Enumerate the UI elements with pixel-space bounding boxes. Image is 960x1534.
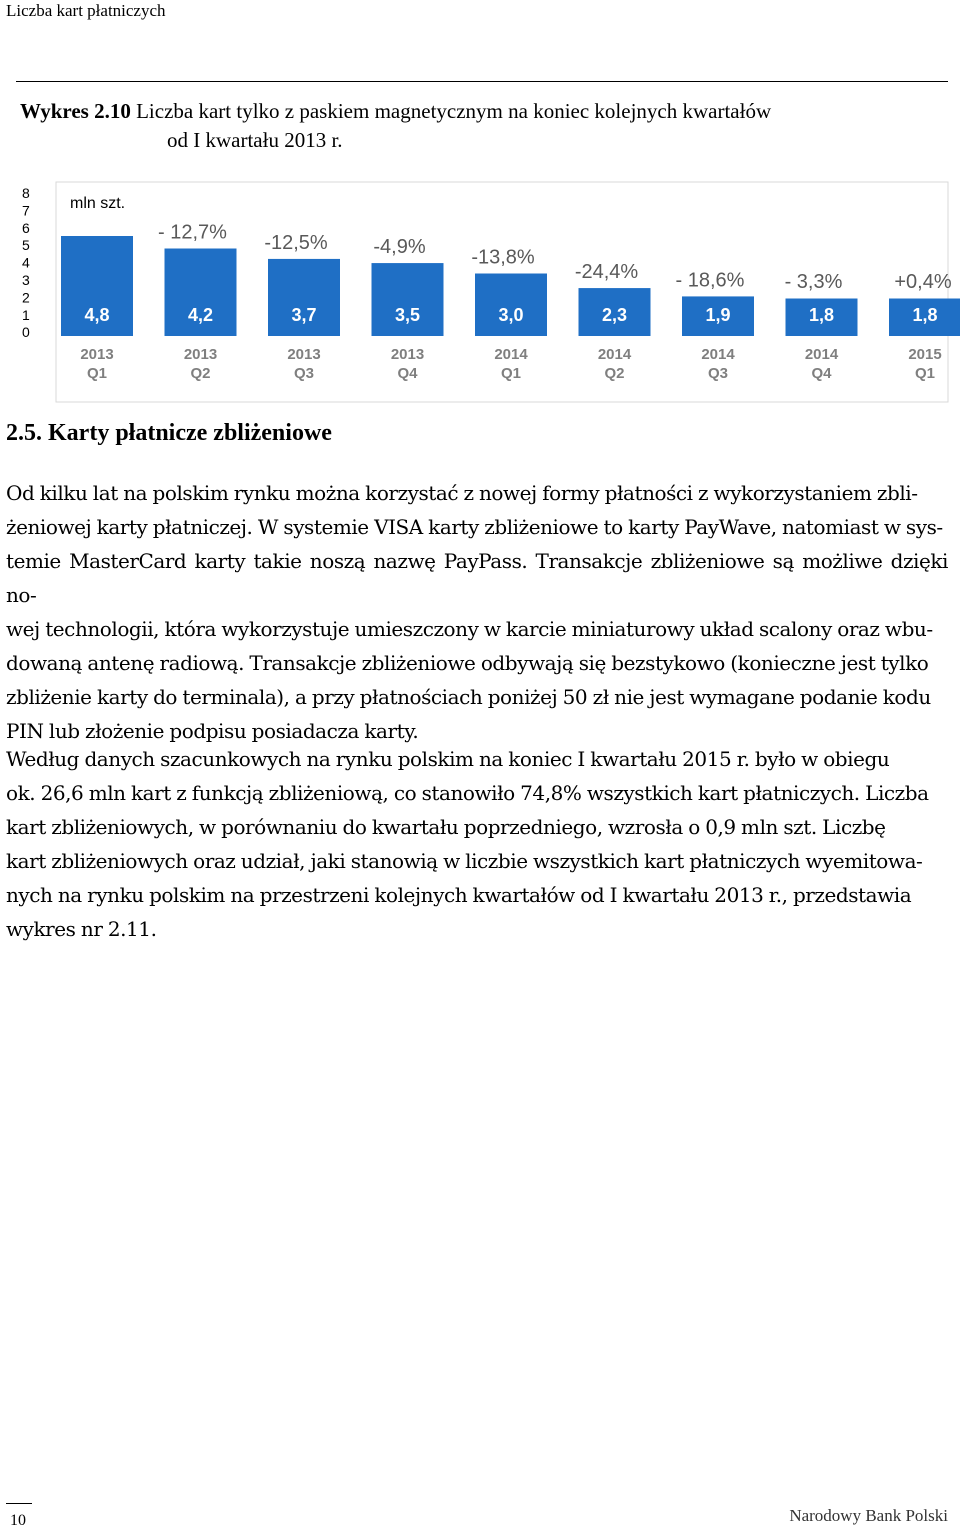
- x-label-year: 2013: [183, 346, 218, 363]
- footer-rule: [6, 1503, 32, 1504]
- change-label: +0,4%: [894, 271, 952, 293]
- x-label-year: 2013: [287, 346, 321, 363]
- footer-organization: Narodowy Bank Polski: [789, 1506, 948, 1525]
- bar-value-label: 2,3: [601, 305, 628, 325]
- x-label-year: 2015: [908, 346, 942, 363]
- bar-value-label: 4,8: [84, 305, 110, 325]
- section-heading: 2.5. Karty płatnicze zbliżeniowe: [6, 420, 332, 446]
- bar: [372, 263, 444, 336]
- x-axis-labels: [80, 346, 941, 382]
- paragraph-contactless-intro: [6, 476, 948, 748]
- bar-value-label: 1,8: [808, 305, 835, 325]
- paragraph-line: nych na rynku polskim na przestrzeni kolejnych kwartałów od I kwartału 2013 r., przedstawia: [6, 883, 912, 907]
- change-label: -12,5%: [264, 231, 328, 254]
- paragraph-contactless-estimates: [6, 742, 948, 946]
- x-label-year: 2013: [80, 346, 114, 363]
- y-tick-label: 8: [22, 185, 30, 201]
- figure-label: Wykres 2.10: [20, 99, 131, 123]
- running-header: Liczba kart płatniczych: [6, 1, 166, 20]
- x-label-quarter: Q1: [914, 365, 936, 382]
- bar-chart: [0, 178, 960, 404]
- x-label-quarter: Q1: [86, 365, 108, 382]
- y-axis: [22, 185, 30, 340]
- change-label: - 18,6%: [675, 269, 745, 292]
- y-tick-label: 4: [22, 254, 30, 271]
- paragraph-line: temie MasterCard karty takie noszą nazwę PayPass. Transakcje zbliżeniowe są możliwe dzięki no-: [6, 549, 948, 607]
- y-tick-label: 0: [22, 324, 30, 341]
- x-label-quarter: Q3: [707, 365, 729, 382]
- change-label: -24,4%: [574, 261, 639, 284]
- paragraph-line: zbliżenie karty do terminala), a przy płatnościach poniżej 50 zł nie jest wymagane podanie kodu: [6, 685, 931, 709]
- bar-value-label: 3,0: [498, 305, 524, 325]
- change-label: -4,9%: [373, 236, 426, 259]
- change-label: - 3,3%: [784, 271, 843, 293]
- x-label-quarter: Q4: [811, 365, 832, 382]
- paragraph-line: dowaną antenę radiową. Transakcje zbliżeniowe odbywają się bezstykowo (konieczne jest tylko: [6, 651, 929, 675]
- page-number: 10: [10, 1512, 26, 1529]
- change-label: -13,8%: [471, 246, 535, 269]
- paragraph-line: wykres nr 2.11.: [6, 917, 157, 941]
- paragraph-line: kart zbliżeniowych, w porównaniu do kwartału poprzedniego, wzrosła o 0,9 mln szt. Liczbę: [6, 815, 886, 839]
- x-label-year: 2014: [597, 346, 632, 363]
- paragraph-line: kart zbliżeniowych oraz udział, jaki stanowią w liczbie wszystkich kart płatniczych wyemitowa-: [6, 849, 923, 873]
- change-label: - 12,7%: [158, 221, 227, 244]
- x-label-year: 2014: [494, 346, 528, 363]
- unit-label: mln szt.: [70, 195, 126, 212]
- paragraph-line: wej technologii, która wykorzystuje umieszczony w karcie miniaturowy układ scalony oraz wbu-: [6, 617, 933, 641]
- paragraph-line: Według danych szacunkowych na rynku polskim na koniec I kwartału 2015 r. było w obiegu: [6, 747, 890, 771]
- value-labels: [84, 305, 937, 325]
- figure-caption: [20, 97, 920, 155]
- paragraph-line: żeniowej karty płatniczej. W systemie VISA karty zbliżeniowe to karty PayWave, natomiast w sys-: [6, 515, 943, 539]
- y-tick-label: 1: [22, 306, 30, 323]
- bar-value-label: 3,7: [291, 305, 317, 325]
- paragraph-line: ok. 26,6 mln kart z funkcją zbliżeniową, co stanowiło 74,8% wszystkich kart płatniczych. Liczba: [6, 781, 929, 805]
- y-tick-label: 5: [22, 237, 30, 254]
- figure-caption-line2: od I kwartału 2013 r.: [167, 128, 343, 152]
- x-label-quarter: Q2: [604, 365, 625, 382]
- bar-value-label: 1,9: [705, 305, 731, 325]
- y-tick-label: 6: [22, 219, 30, 236]
- x-label-quarter: Q1: [500, 365, 522, 382]
- header-rule: [16, 81, 948, 82]
- paragraph-line: PIN lub złożenie podpisu posiadacza karty.: [6, 719, 419, 743]
- bar-value-label: 3,5: [394, 305, 421, 325]
- bar-value-label: 1,8: [912, 305, 938, 325]
- x-label-year: 2013: [390, 346, 425, 363]
- y-tick-label: 3: [22, 272, 30, 288]
- x-label-quarter: Q3: [293, 365, 315, 382]
- bar-value-label: 4,2: [187, 305, 214, 325]
- y-tick-label: 7: [22, 202, 30, 219]
- paragraph-line: Od kilku lat na polskim rynku można korzystać z nowej formy płatności z wykorzystaniem zbli-: [6, 481, 918, 505]
- y-tick-label: 2: [22, 289, 30, 306]
- x-label-quarter: Q2: [190, 365, 211, 382]
- x-label-year: 2014: [804, 346, 839, 363]
- x-label-year: 2014: [701, 346, 735, 363]
- figure-caption-line1: Liczba kart tylko z paskiem magnetycznym na koniec kolejnych kwartałów: [136, 99, 772, 123]
- x-label-quarter: Q4: [397, 365, 418, 382]
